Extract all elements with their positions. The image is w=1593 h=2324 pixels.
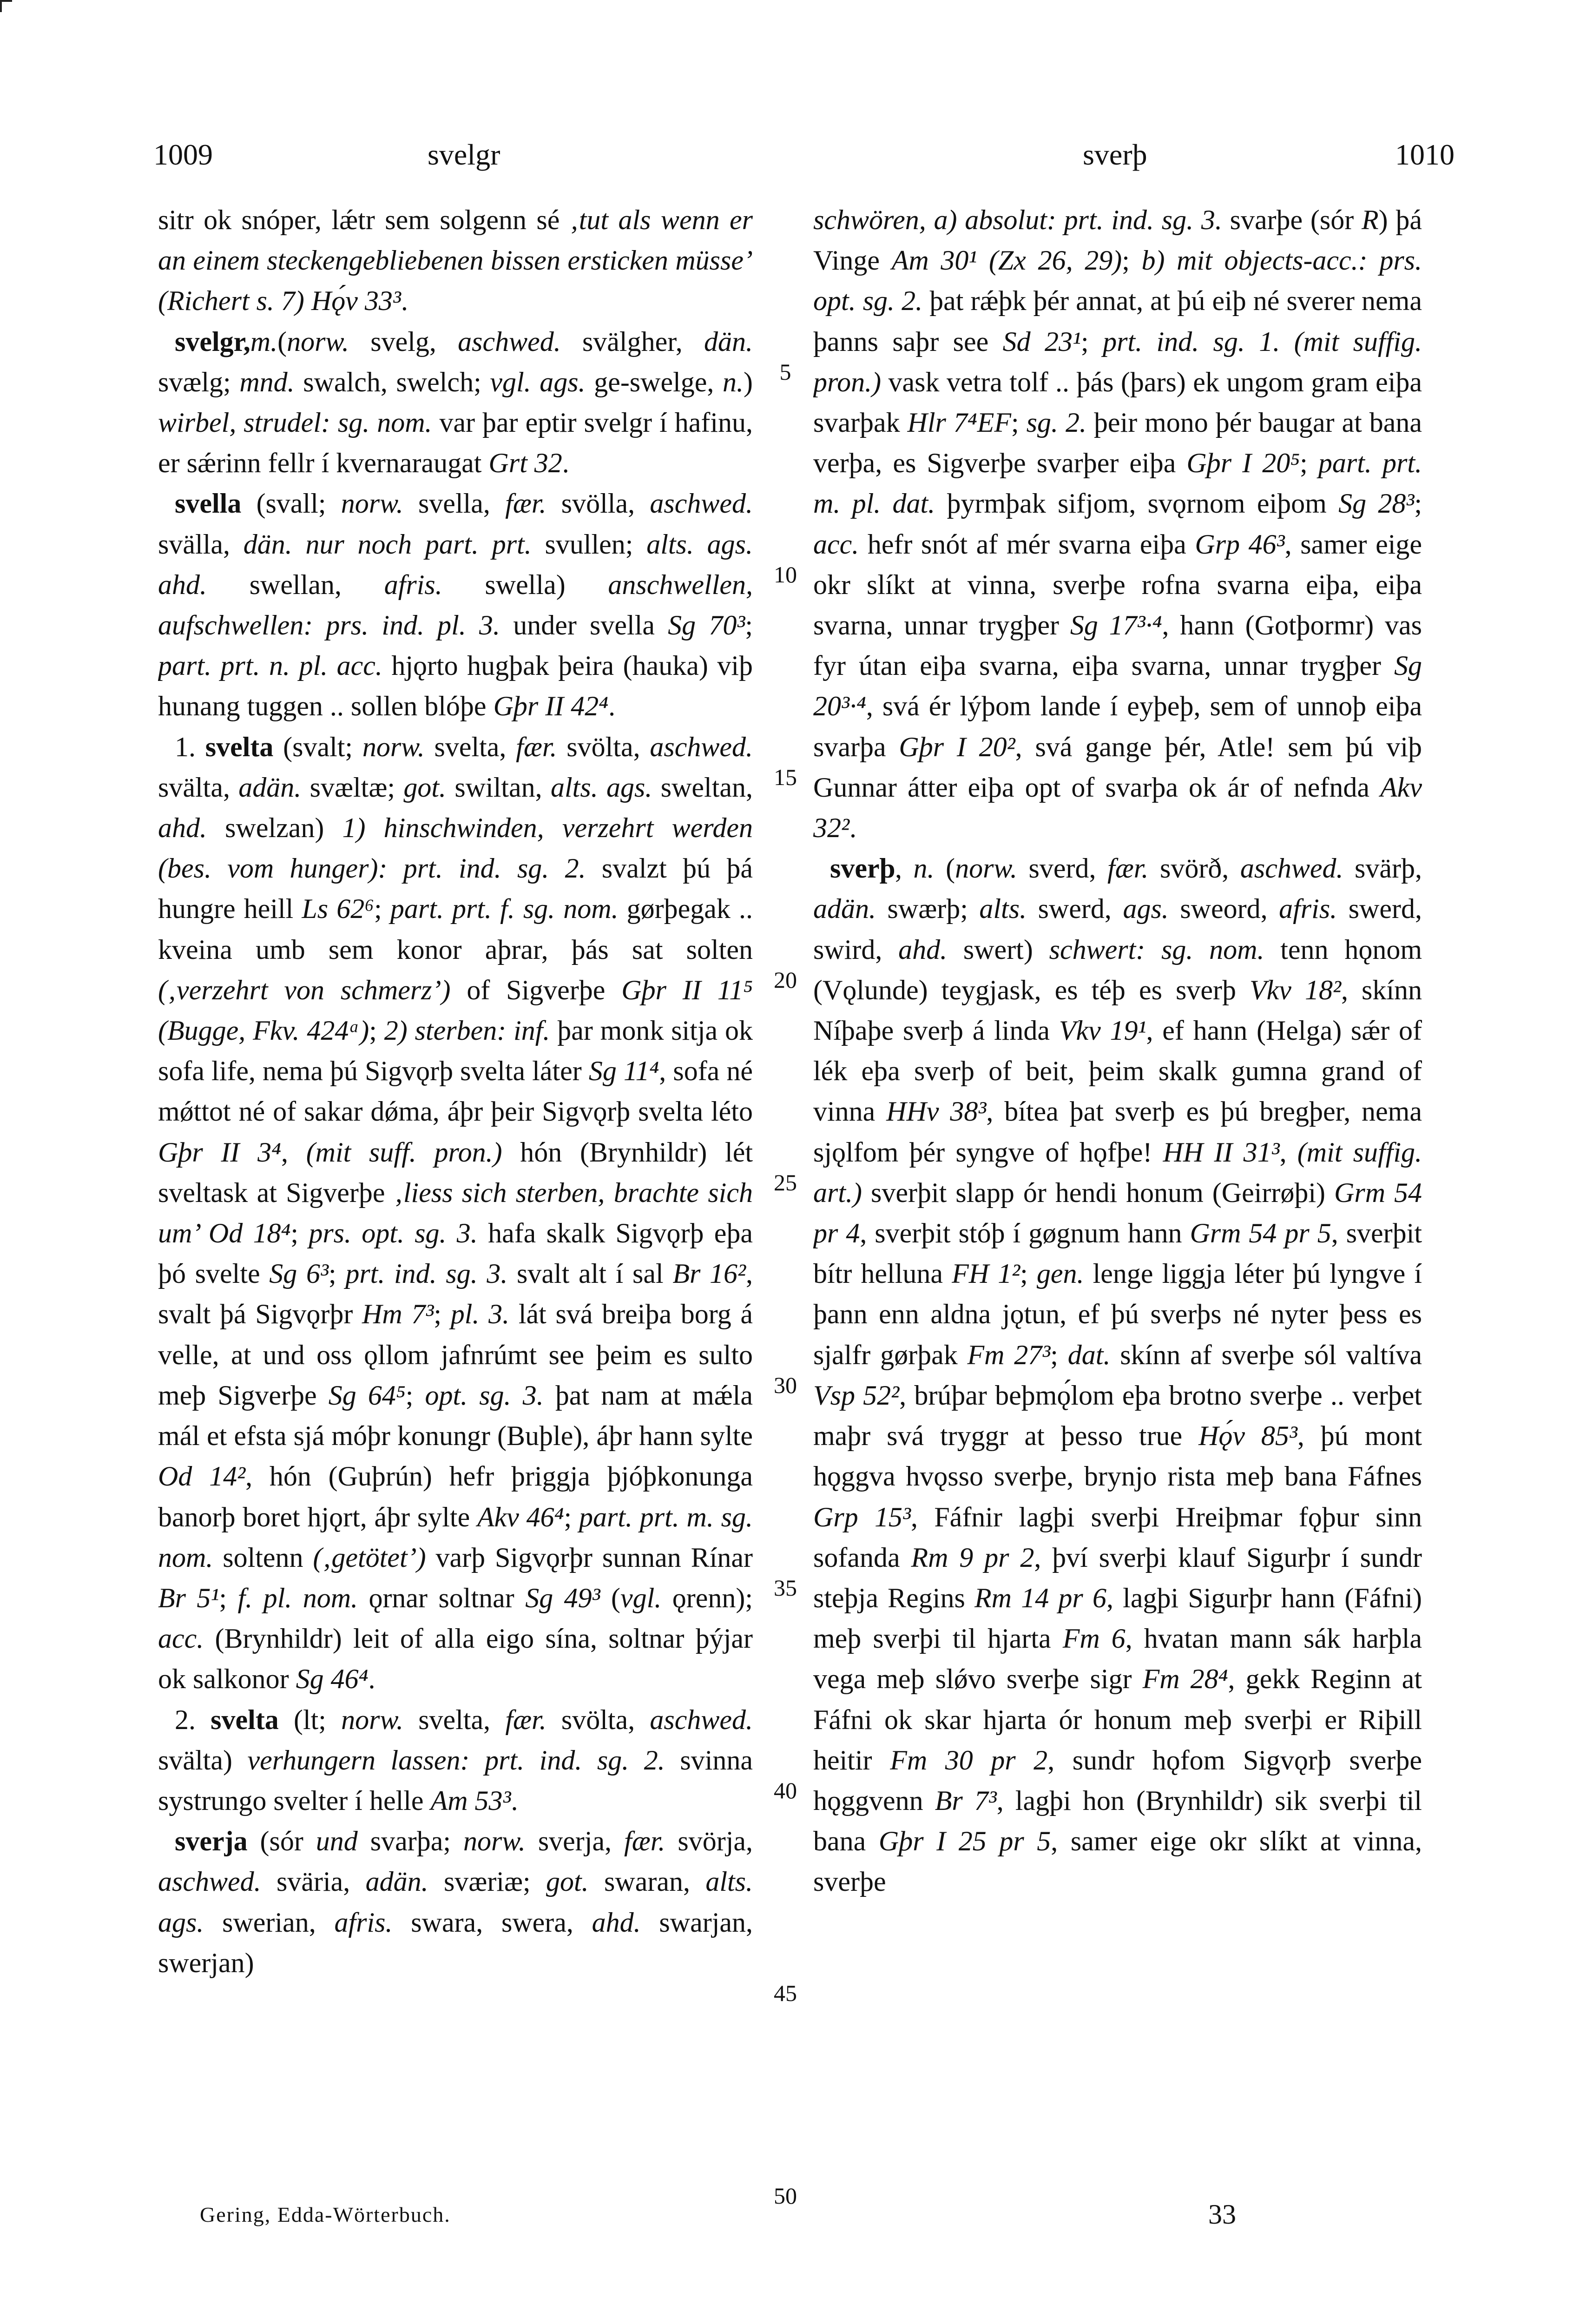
citation-reference: Sg 17³·⁴ bbox=[1070, 610, 1162, 641]
entry-continuation bbox=[158, 200, 753, 322]
grammatical-label: fær. bbox=[505, 1704, 546, 1735]
entry-text: vask vetra tolf .. þás (þars) ek ungom gram eiþa svarþak bbox=[813, 366, 1422, 438]
citation-reference: Gþr I 25 pr 5 bbox=[878, 1826, 1051, 1857]
line-number: 15 bbox=[774, 764, 797, 790]
entry-text: svörð, bbox=[1148, 853, 1240, 884]
grammatical-label: adän. bbox=[238, 772, 302, 803]
grammatical-label: norw. bbox=[955, 853, 1017, 884]
entry-text: svarþe (sór bbox=[1222, 205, 1362, 235]
entry-text: (svalt; bbox=[273, 731, 362, 762]
entry-text: ǫrnar soltnar bbox=[358, 1582, 526, 1613]
grammatical-label: prt. ind. sg. 1. (mit suffig. pron.) bbox=[813, 326, 1422, 397]
grammatical-label: acc. bbox=[158, 1623, 204, 1654]
citation-reference: Grm 54 pr 4 bbox=[813, 1177, 1422, 1249]
citation-reference: Br 5¹ bbox=[158, 1582, 219, 1613]
entry-text: . bbox=[368, 1664, 375, 1695]
entry-text: ) bbox=[744, 366, 753, 397]
entry-text: sweltan, bbox=[652, 772, 753, 803]
entry-text: sitr ok snóper, lǽtr sem solgenn sé bbox=[158, 205, 570, 235]
entry-text: 2. bbox=[175, 1704, 211, 1735]
entry-text: svullen; bbox=[531, 528, 647, 560]
citation-reference: Sg 70³ bbox=[668, 610, 745, 641]
entry-text: ) þá Vinge bbox=[813, 205, 1422, 276]
sheet-signature: 33 bbox=[1208, 2199, 1236, 2230]
headword: sverja bbox=[175, 1826, 248, 1857]
entry-text: ; bbox=[328, 1258, 346, 1289]
entry-text: swelzan) bbox=[207, 812, 342, 844]
entry-text: lenge liggja léter þú lyngve í þann enn aldna jǫtun, ef þú sverþs né nyter þess es sjalfr gørþak bbox=[813, 1258, 1422, 1370]
translation-text: verhungern lassen: prt. ind. sg. 2. bbox=[247, 1744, 665, 1776]
entry-text: sverd, bbox=[1017, 853, 1108, 884]
citation-reference: Sg 6³ bbox=[269, 1258, 329, 1289]
grammatical-label: aschwed. bbox=[158, 1866, 261, 1897]
grammatical-label: ahd. bbox=[898, 934, 948, 965]
entry-text: swerd, bbox=[1027, 893, 1123, 924]
grammatical-label: adän. bbox=[365, 1866, 428, 1897]
entry-text: svälla, bbox=[158, 528, 244, 560]
entry-text: , hann (Gotþormr) vas fyr útan eiþa svarna, eiþa svarna, unnar trygþer bbox=[813, 610, 1422, 681]
entry-text: . bbox=[401, 285, 408, 317]
citation-reference: Vsp 52² bbox=[813, 1380, 900, 1411]
entry-text: , bítea þat sverþ es þú bregþer, nema sjǫlfom þér syngve of hǫfþe! bbox=[813, 1096, 1422, 1168]
entry-text: svälta, bbox=[158, 772, 239, 803]
grammatical-label: norw. bbox=[287, 326, 349, 357]
entry-text: tenn hǫnom (Vǫlunde) teygjask, es téþ es sverþ bbox=[813, 934, 1422, 1005]
line-number: 10 bbox=[774, 561, 797, 588]
entry-text: svelta, bbox=[403, 1704, 506, 1735]
citation-reference: Vkv 19¹ bbox=[1059, 1015, 1146, 1046]
citation-reference: HHv 38³ bbox=[886, 1096, 987, 1127]
translation-text: schwören, a) absolut: prt. ind. sg. 3. bbox=[813, 205, 1222, 235]
entry-text: , samer eige okr slíkt at vinna, sverþe bbox=[813, 1826, 1422, 1897]
grammatical-label: got. bbox=[403, 772, 447, 803]
entry-text: ; bbox=[1300, 448, 1318, 479]
citation-reference: Sg 46⁴ bbox=[296, 1664, 369, 1695]
translation-text: (‚verzehrt von schmerz’) bbox=[158, 974, 451, 1005]
grammatical-label: dat. bbox=[1067, 1339, 1111, 1370]
page-number-left: 1009 bbox=[153, 138, 213, 171]
grammatical-label: afris. bbox=[334, 1907, 393, 1938]
translation-text: 1) hinschwinden, verzehrt werden (bes. vom hunger): prt. ind. sg. 2. bbox=[158, 812, 753, 884]
entry-text: , sundr hǫfom Sigvǫrþ sverþe hǫggvenn bbox=[813, 1744, 1422, 1816]
entry-text: swerian, bbox=[204, 1907, 335, 1938]
grammatical-label: acc. bbox=[813, 528, 859, 560]
grammatical-label: vgl. bbox=[620, 1582, 662, 1613]
entry-text: svelta, bbox=[424, 731, 516, 762]
entry-text: 1. bbox=[175, 731, 205, 762]
headword: svella bbox=[175, 488, 242, 519]
entry-text: swert) bbox=[947, 934, 1049, 965]
entry-text: svölta, bbox=[557, 731, 650, 762]
entry-text: hón (Brynhildr) lét sveltask at Sigverþe bbox=[158, 1136, 753, 1208]
headword: svelgr, bbox=[175, 326, 250, 357]
grammatical-label: m. bbox=[250, 326, 278, 357]
entry-text: svinna systrungo svelter í helle bbox=[158, 1744, 753, 1816]
citation-reference: Grm 54 pr 5 bbox=[1190, 1218, 1331, 1249]
grammatical-label: ahd. bbox=[592, 1907, 641, 1938]
entry-text: ; bbox=[290, 1218, 309, 1249]
entry-text: hefr snót af mér svarna eiþa bbox=[859, 528, 1195, 560]
grammatical-label: afris. bbox=[384, 569, 442, 600]
dictionary-entry bbox=[158, 483, 753, 726]
citation-reference: Br 16² bbox=[672, 1258, 746, 1289]
entry-text: sværiæ; bbox=[428, 1866, 546, 1897]
citation-reference: Fm 27³ bbox=[967, 1339, 1051, 1370]
entry-text: , bbox=[1279, 1136, 1297, 1168]
translation-text: (mit suffig. art.) bbox=[813, 1136, 1422, 1208]
entry-text: (lt; bbox=[278, 1704, 342, 1735]
citation-reference: Am 53³ bbox=[430, 1785, 511, 1816]
citation-reference: Gþr I 20⁵ bbox=[1186, 448, 1300, 479]
line-number: 50 bbox=[774, 2183, 797, 2209]
entry-text: (svall; bbox=[241, 488, 341, 519]
translation-text: (mit suff. pron.) bbox=[306, 1136, 502, 1168]
line-number: 35 bbox=[774, 1575, 797, 1601]
running-header bbox=[153, 138, 1455, 179]
grammatical-label: prt. ind. sg. 3. bbox=[345, 1258, 508, 1289]
entry-text: ; bbox=[1414, 488, 1422, 519]
translation-text: anschwellen, aufschwellen: prs. ind. pl. 3. bbox=[158, 569, 753, 641]
entry-text: ; bbox=[219, 1582, 238, 1613]
left-column bbox=[158, 200, 753, 2185]
entry-text: sverja, bbox=[525, 1826, 625, 1857]
entry-text: ; bbox=[434, 1299, 451, 1330]
entry-text: swara, swera, bbox=[392, 1907, 592, 1938]
grammatical-label: part. prt. m. pl. dat. bbox=[813, 448, 1422, 519]
entry-text: svölta, bbox=[546, 1704, 650, 1735]
grammatical-label: part. prt. n. pl. acc. bbox=[158, 650, 382, 681]
entry-text: swella) bbox=[442, 569, 608, 600]
line-number: 25 bbox=[774, 1169, 797, 1195]
entry-text: , þú mont hǫggva hvǫsso sverþe, brynjo rista meþ bana Fáfnes bbox=[813, 1420, 1422, 1492]
entry-text: , sverþit bítr helluna bbox=[813, 1218, 1422, 1289]
entry-text: hafa skalk Sigvǫrþ eþa þó svelte bbox=[158, 1218, 753, 1289]
entry-text: , ef hann (Helga) sǽr of lék eþa sverþ of beit, þeim skalk gumna grand of vinna bbox=[813, 1015, 1422, 1127]
entry-text: lát svá breiþa borg á velle, at und oss ǫllom jafnrúmt see þeim es sulto meþ Sigverþe bbox=[158, 1299, 753, 1411]
headword: sverþ bbox=[830, 853, 895, 884]
headword: svelta bbox=[211, 1704, 279, 1735]
translation-text: 2) sterben: inf. bbox=[384, 1015, 550, 1046]
citation-reference: FH 1² bbox=[952, 1258, 1020, 1289]
grammatical-label: f. pl. nom. bbox=[237, 1582, 358, 1613]
grammatical-label: fær. bbox=[624, 1826, 665, 1857]
entry-text: soltenn bbox=[213, 1542, 313, 1573]
grammatical-label: fær. bbox=[505, 488, 546, 519]
entry-text: svalzt þú þá hungre heill bbox=[158, 853, 753, 924]
citation-reference: Grp 15³ bbox=[813, 1501, 911, 1532]
entry-text: ge-swelge, bbox=[585, 366, 723, 397]
entry-text: þeir mono þér baugar at bana verþa, es Sigverþe svarþer eiþa bbox=[813, 407, 1422, 479]
dictionary-entry bbox=[813, 848, 1422, 1902]
entry-text: var þar eptir svelgr í hafinu, er sǽrinn fellr í kvernaraugat bbox=[158, 407, 753, 479]
dictionary-entry bbox=[158, 1821, 753, 1983]
entry-text: (Brynhildr) leit of alla eigo sína, soltnar þýjar ok salkonor bbox=[158, 1623, 753, 1695]
entry-text: svalt alt í sal bbox=[507, 1258, 673, 1289]
grammatical-label: sg. 2. bbox=[1026, 407, 1086, 438]
entry-text: , svá gange þér, Atle! sem þú viþ Gunnar átter eiþa opt of svarþa ok ár of nefnda bbox=[813, 731, 1422, 803]
entry-text: swærþ; bbox=[876, 893, 980, 924]
entry-text: , Fáfnir lagþi sverþi Hreiþmar fǫþur sinn sofanda bbox=[813, 1501, 1422, 1573]
grammatical-label: ahd. bbox=[158, 812, 207, 844]
publisher-line: Gering, Edda-Wörterbuch. bbox=[200, 2203, 451, 2226]
citation-reference: Sg 20³·⁴ bbox=[813, 650, 1422, 722]
dictionary-entry bbox=[158, 727, 753, 1700]
entry-text: svälta) bbox=[158, 1744, 248, 1776]
grammatical-label: pl. 3. bbox=[450, 1299, 510, 1330]
entry-text: svörja, bbox=[665, 1826, 753, 1857]
entry-text: þat nam at mǽla mál et efsta sjá móþr konungr (Buþle), áþr hann sylte bbox=[158, 1380, 753, 1452]
citation-reference: Sg 49³ bbox=[525, 1582, 600, 1613]
entry-text: ; bbox=[1020, 1258, 1037, 1289]
entry-text: of Sigverþe bbox=[450, 974, 622, 1005]
entry-text: svæltæ; bbox=[301, 772, 404, 803]
entry-text: svælg; bbox=[158, 366, 240, 397]
entry-text: svälgher, bbox=[560, 326, 704, 357]
grammatical-label: norw. bbox=[341, 488, 403, 519]
header-keyword-left: svelgr bbox=[428, 138, 500, 171]
citation-reference: Od 14² bbox=[158, 1461, 246, 1492]
citation-reference: Fm 6 bbox=[1062, 1623, 1126, 1654]
entry-text: svelg, bbox=[349, 326, 458, 357]
grammatical-label: opt. sg. 3. bbox=[425, 1380, 544, 1411]
grammatical-label: prs. opt. sg. 3. bbox=[309, 1218, 478, 1249]
line-number: 45 bbox=[774, 1980, 797, 2006]
line-number: 20 bbox=[774, 967, 797, 993]
entry-text: , sofa né mǿttot né of sakar dǿma, áþr þeir Sigvǫrþ svelta léto bbox=[158, 1056, 753, 1127]
entry-text: swellan, bbox=[207, 569, 384, 600]
citation-reference: Grp 46³ bbox=[1195, 528, 1285, 560]
entry-text: swarjan, swerjan) bbox=[158, 1907, 753, 1978]
citation-reference: Grt 32 bbox=[488, 448, 562, 479]
translation-text: wirbel, strudel: sg. nom. bbox=[158, 407, 432, 438]
grammatical-label: dän. nur noch part. prt. bbox=[243, 528, 532, 560]
entry-text: , svá ér lýþom lande í eyþeþ, sem of unnoþ eiþa svarþa bbox=[813, 691, 1422, 762]
citation-reference: Sd 23¹ bbox=[1002, 326, 1081, 357]
grammatical-label: norw. bbox=[341, 1704, 404, 1735]
grammatical-label: vgl. ags. bbox=[490, 366, 586, 397]
citation-reference: Sg 28³ bbox=[1338, 488, 1415, 519]
entry-text: , brúþar beþmǫ́lom eþa brotno sverþe .. verþet maþr svá tryggr at þesso true bbox=[813, 1380, 1422, 1452]
grammatical-label: n. bbox=[723, 366, 744, 397]
entry-text: , lagþi Sigurþr hann (Fáfni) meþ sverþi til hjarta bbox=[813, 1582, 1422, 1654]
citation-reference: Hm 7³ bbox=[362, 1299, 434, 1330]
citation-reference: Gþr II 3⁴ bbox=[158, 1136, 281, 1168]
citation-reference: Hlr 7⁴EF bbox=[907, 407, 1012, 438]
citation-reference: Gþr I 20² bbox=[899, 731, 1015, 762]
grammatical-label: alts. ags. bbox=[158, 1866, 753, 1938]
grammatical-label: mnd. bbox=[239, 366, 295, 397]
entry-text: , bbox=[895, 853, 914, 884]
entry-text: skínn af sverþe sól valtíva bbox=[1110, 1339, 1422, 1370]
entry-text: under svella bbox=[500, 610, 668, 641]
grammatical-label: alts. ags. ahd. bbox=[158, 528, 753, 600]
line-number-gutter bbox=[769, 200, 802, 2209]
citation-reference: Gþr II 11⁵ (Bugge, Fkv. 424ᵃ) bbox=[158, 974, 753, 1046]
line-number: 5 bbox=[779, 359, 791, 385]
entry-text: hjǫrto hugþak þeira (hauka) viþ hunang tuggen .. sollen blóþe bbox=[158, 650, 753, 722]
entry-text: sweord, bbox=[1168, 893, 1279, 924]
grammatical-label: norw. bbox=[463, 1826, 526, 1857]
citation-reference: Gþr II 42⁴ bbox=[493, 691, 609, 722]
grammatical-label: fær. bbox=[1107, 853, 1149, 884]
entry-text: ( bbox=[600, 1582, 621, 1613]
citation-reference: Ls 62⁶ bbox=[302, 893, 375, 924]
citation-reference: Rm 9 pr 2 bbox=[911, 1542, 1034, 1573]
translation-text: schwert: sg. nom. bbox=[1049, 934, 1264, 965]
translation-text: (‚getötet’) bbox=[313, 1542, 426, 1573]
line-number: 40 bbox=[774, 1777, 797, 1803]
right-column bbox=[813, 200, 1422, 2185]
citation-reference: Sg 11⁴ bbox=[588, 1056, 659, 1087]
entry-text: ; bbox=[1011, 407, 1027, 438]
entry-text: , lagþi hon (Brynhildr) sik sverþi til bana bbox=[813, 1785, 1422, 1857]
entry-text: ; bbox=[369, 1015, 384, 1046]
entry-text: ( bbox=[934, 853, 955, 884]
entry-text: ; bbox=[1081, 326, 1103, 357]
grammatical-label: aschwed. bbox=[1240, 853, 1343, 884]
entry-text: svella, bbox=[403, 488, 506, 519]
entry-text: ; bbox=[374, 893, 390, 924]
entry-text: ǫrenn); bbox=[661, 1582, 753, 1613]
entry-continuation bbox=[813, 200, 1422, 848]
citation-reference: Am 30¹ (Zx 26, 29) bbox=[891, 245, 1122, 276]
dictionary-entry bbox=[158, 322, 753, 484]
citation-reference: Akv 46⁴ bbox=[477, 1501, 564, 1532]
entry-text: swiltan, bbox=[446, 772, 551, 803]
entry-text: swaran, bbox=[588, 1866, 706, 1897]
entry-text: svarþa; bbox=[357, 1826, 463, 1857]
grammatical-label: aschwed. bbox=[650, 488, 753, 519]
citation-reference: Br 7³ bbox=[935, 1785, 997, 1816]
entry-text: svärþ, bbox=[1343, 853, 1422, 884]
grammatical-label: alts. ags. bbox=[551, 772, 652, 803]
header-keyword-right: sverþ bbox=[1083, 138, 1147, 171]
headword: svelta bbox=[205, 731, 274, 762]
grammatical-label: ags. bbox=[1123, 893, 1169, 924]
entry-text: ; bbox=[1050, 1339, 1068, 1370]
grammatical-label: dän. bbox=[704, 326, 753, 357]
entry-text: . bbox=[511, 1785, 518, 1816]
citation-reference: Rm 14 pr 6 bbox=[974, 1582, 1106, 1613]
grammatical-label: alts. bbox=[979, 893, 1027, 924]
grammatical-label: gen. bbox=[1036, 1258, 1084, 1289]
citation-reference: Vkv 18² bbox=[1250, 974, 1341, 1005]
crop-mark bbox=[0, 0, 12, 12]
entry-text: sväria, bbox=[261, 1866, 366, 1897]
entry-text: sverþit slapp ór hendi honum (Geirrøþi) bbox=[862, 1177, 1335, 1208]
grammatical-label: und bbox=[316, 1826, 358, 1857]
grammatical-label: part. prt. f. sg. nom. bbox=[390, 893, 619, 924]
entry-text: , hón (Guþrún) hefr þriggja þjóþkonunga banorþ boret hjǫrt, áþr sylte bbox=[158, 1461, 753, 1532]
entry-text: , því sverþi klauf Sigurþr í sundr steþja Regins bbox=[813, 1542, 1422, 1613]
entry-text: . bbox=[608, 691, 616, 722]
page-number-right: 1010 bbox=[1395, 138, 1455, 171]
grammatical-label: fær. bbox=[516, 731, 557, 762]
entry-text: svölla, bbox=[546, 488, 650, 519]
entry-text: . bbox=[562, 448, 569, 479]
entry-text: (sór bbox=[247, 1826, 316, 1857]
translation-text: b) mit objects-acc.: prs. opt. sg. 2. bbox=[813, 245, 1422, 317]
grammatical-label: aschwed. bbox=[650, 731, 753, 762]
entry-text: , svalt þá Sigvǫrþr bbox=[158, 1258, 753, 1330]
grammatical-label: afris. bbox=[1279, 893, 1337, 924]
grammatical-label: got. bbox=[546, 1866, 589, 1897]
citation-reference: Fm 30 pr 2 bbox=[890, 1744, 1048, 1776]
entry-text: þat rǽþk þér annat, at þú eiþ né sverer nema þanns saþr see bbox=[813, 285, 1422, 357]
entry-text: þyrmþak sifjom, svǫrnom eiþom bbox=[935, 488, 1339, 519]
citation-reference: Fm 28⁴ bbox=[1142, 1664, 1228, 1695]
dictionary-entry bbox=[158, 1700, 753, 1822]
entry-text: , gekk Reginn at Fáfni ok skar hjarta ór honum meþ sverþi er Riþill heitir bbox=[813, 1664, 1422, 1776]
citation-reference: HH II 31³ bbox=[1163, 1136, 1280, 1168]
entry-text: , skínn Níþaþe sverþ á linda bbox=[813, 974, 1422, 1046]
entry-text: , samer eige okr slíkt at vinna, sverþe rofna svarna eiþa, eiþa svarna, unnar trygþer bbox=[813, 528, 1422, 641]
entry-text: . bbox=[849, 812, 856, 844]
grammatical-label: adän. bbox=[813, 893, 876, 924]
entry-text: ( bbox=[277, 326, 287, 357]
entry-text: swalch, swelch; bbox=[294, 366, 490, 397]
entry-text: , bbox=[281, 1136, 306, 1168]
citation-reference: Sg 64⁵ bbox=[328, 1380, 406, 1411]
entry-text: swerd, swird, bbox=[813, 893, 1422, 965]
grammatical-label: part. prt. m. sg. nom. bbox=[158, 1501, 753, 1573]
citation-reference: Akv 32² bbox=[813, 772, 1422, 844]
entry-text: , sverþit stóþ í gøgnum hann bbox=[860, 1218, 1190, 1249]
grammatical-label: norw. bbox=[362, 731, 425, 762]
translation-text: ‚liess sich sterben, brachte sich um’ Od 18⁴ bbox=[158, 1177, 753, 1249]
grammatical-label: aschwed. bbox=[458, 326, 561, 357]
citation-reference: ‚tut als wenn er an einem steckengebliebenen bissen ersticken müsse’ (Richert s. 7) Hǫ́v 33³ bbox=[158, 205, 753, 317]
entry-text: varþ Sigvǫrþr sunnan Rínar bbox=[426, 1542, 753, 1573]
citation-reference: R bbox=[1361, 205, 1379, 235]
grammatical-label: aschwed. bbox=[650, 1704, 753, 1735]
citation-reference: Hǫ́v 85³ bbox=[1198, 1420, 1297, 1452]
entry-text: ; bbox=[745, 610, 753, 641]
line-number: 30 bbox=[774, 1372, 797, 1398]
grammatical-label: n. bbox=[913, 853, 935, 884]
entry-text: þar monk sitja ok sofa life, nema þú Sigvǫrþ svelta láter bbox=[158, 1015, 753, 1087]
entry-text: ; bbox=[564, 1501, 579, 1532]
entry-text: gørþegak .. kveina umb sem konor aþrar, þás sat solten bbox=[158, 893, 753, 965]
entry-text: ; bbox=[405, 1380, 425, 1411]
entry-text: , hvatan mann sák harþla vega meþ slǿvo sverþe sigr bbox=[813, 1623, 1422, 1695]
entry-text: ; bbox=[1122, 245, 1142, 276]
